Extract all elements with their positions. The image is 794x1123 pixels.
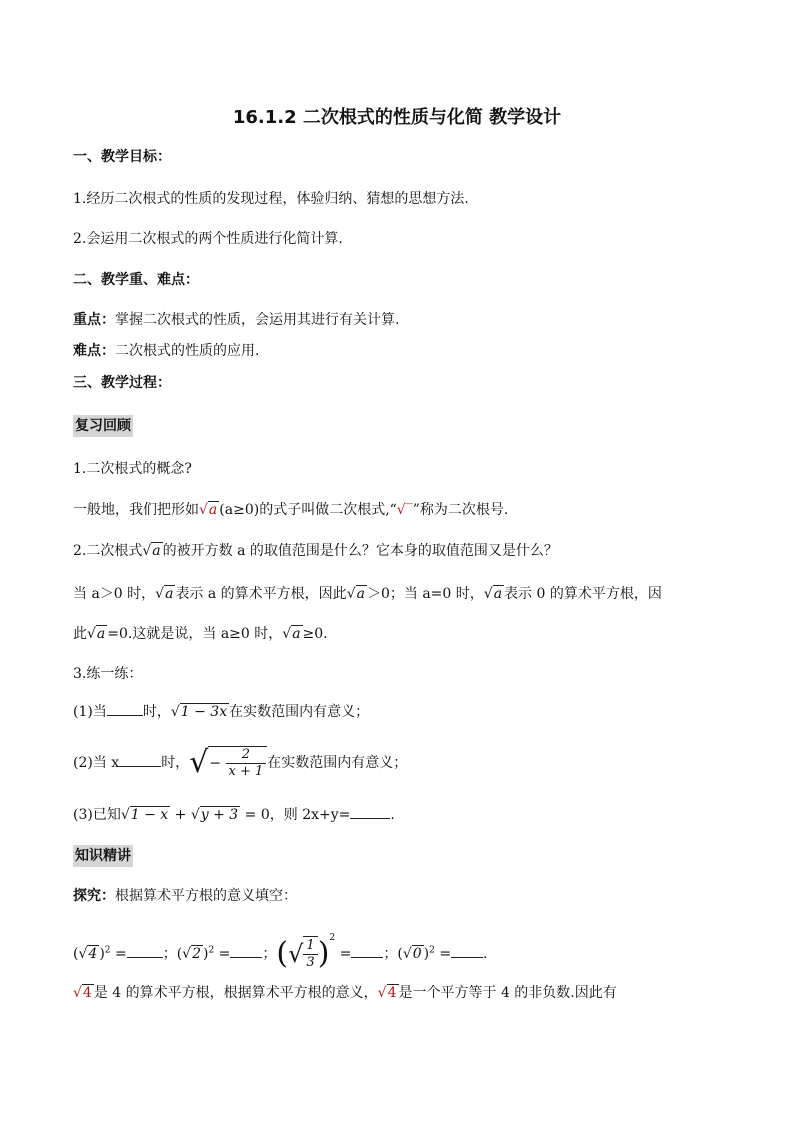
radicand: 4 bbox=[88, 946, 98, 962]
exponent: 2 bbox=[329, 933, 336, 943]
radical-sign-icon: √ bbox=[402, 946, 412, 962]
exercise-text: (1)当 bbox=[73, 704, 107, 720]
answer-blank[interactable] bbox=[351, 957, 383, 958]
answer-text: ≥0. bbox=[302, 626, 328, 642]
radicand-a: a bbox=[356, 586, 365, 602]
radicand-a: a bbox=[292, 626, 301, 642]
question-2 bbox=[73, 541, 558, 561]
radicand-a: a bbox=[152, 543, 161, 559]
radical-symbol-icon: √‾ bbox=[396, 502, 413, 518]
answer-text: 此 bbox=[73, 626, 87, 642]
final-line bbox=[73, 983, 617, 1003]
answer-text: 表示 a 的算术平方根，因此 bbox=[175, 586, 347, 602]
separator: ； bbox=[383, 946, 398, 962]
question-2-text-a: 2.二次根式 bbox=[73, 543, 143, 559]
separator: ； bbox=[262, 946, 277, 962]
radical-sign-icon: √ bbox=[182, 946, 192, 962]
definition-line bbox=[73, 500, 508, 520]
explore-text: 根据算术平方根的意义填空： bbox=[115, 888, 297, 904]
objective-2: 2.会运用二次根式的两个性质进行化简计算. bbox=[73, 231, 343, 247]
document-title: 16.1.2 二次根式的性质与化简 教学设计 bbox=[232, 107, 562, 128]
knowledge-label: 知识精讲 bbox=[73, 845, 133, 867]
question-2-text-b: 的被开方数 a 的取值范围是什么？它本身的取值范围又是什么？ bbox=[162, 543, 558, 559]
period: . bbox=[483, 946, 488, 962]
denominator: x + 1 bbox=[228, 764, 264, 779]
practice-heading: 3.练一练： bbox=[73, 666, 143, 682]
difficult-text: 二次根式的性质的应用. bbox=[115, 343, 260, 359]
key-label: 重点： bbox=[73, 312, 115, 328]
exponent: 2 bbox=[429, 945, 435, 956]
radical-sign-icon: √ bbox=[190, 807, 200, 823]
final-text-b: 是一个平方等于 4 的非负数.因此有 bbox=[398, 985, 617, 1001]
answer-blank[interactable] bbox=[230, 957, 262, 958]
radical-sign-icon: √ bbox=[199, 502, 208, 518]
section-objectives: 一、教学目标： bbox=[73, 149, 171, 165]
separator: ； bbox=[162, 946, 177, 962]
radical-sign-icon: √ bbox=[189, 745, 209, 780]
radicand-a: a bbox=[208, 502, 218, 518]
radical-sign-icon: √ bbox=[87, 626, 96, 642]
answer-line-2 bbox=[73, 624, 328, 644]
answer-text: 表示 0 的算术平方根，因 bbox=[504, 586, 662, 602]
exercise-2 bbox=[73, 746, 407, 780]
radicand: 4 bbox=[82, 985, 92, 1001]
equals: = bbox=[339, 946, 352, 962]
section-key-points: 二、教学重、难点： bbox=[73, 272, 199, 288]
definition-text-b: (a≥0)的式子叫做二次根式,“ bbox=[219, 502, 397, 518]
fraction bbox=[303, 938, 317, 971]
radical-sign-icon: √ bbox=[346, 586, 356, 602]
radical-sign-icon: √ bbox=[170, 704, 180, 720]
definition-text-c: ”称为二次根号. bbox=[412, 502, 509, 518]
fill-in-line: (√4 )$^2$ = ；(√2 )$^2$ = ；(√ $\frac{1}{3}$ )$^2$ = ；(√0 )$^2$ = . bbox=[73, 933, 488, 971]
answer-blank[interactable] bbox=[451, 957, 483, 958]
radicand: 4 bbox=[387, 985, 397, 1001]
definition-text-a: 一般地，我们把形如 bbox=[73, 502, 199, 518]
exercise-text: ，则 2x+y= bbox=[269, 807, 351, 823]
exponent: 2 bbox=[208, 945, 215, 956]
review-tag bbox=[73, 415, 133, 437]
fraction bbox=[226, 747, 267, 780]
radical-sign-icon: √ bbox=[73, 985, 82, 1001]
knowledge-tag bbox=[73, 845, 133, 867]
exercise-3 bbox=[73, 805, 395, 825]
difficult-point bbox=[73, 341, 259, 361]
explore-label: 探究： bbox=[73, 888, 115, 904]
exercise-text: 在实数范围内有意义； bbox=[267, 755, 408, 771]
radical-sign-icon: √ bbox=[288, 940, 304, 968]
equals: = bbox=[218, 946, 231, 962]
denominator: 3 bbox=[306, 955, 315, 970]
exercise-text: 时， bbox=[161, 755, 190, 771]
radicand-a: a bbox=[493, 586, 503, 602]
key-text: 掌握二次根式的性质，会运用其进行有关计算. bbox=[115, 312, 400, 328]
exercise-text: . bbox=[390, 807, 395, 823]
plus-sign: + bbox=[174, 807, 187, 823]
key-point bbox=[73, 310, 399, 330]
numerator: 1 bbox=[303, 938, 317, 955]
answer-text: =0.这就是说，当 a≥0 时， bbox=[107, 626, 283, 642]
radical-sign-icon: √ bbox=[483, 586, 493, 602]
answer-text: 当 a＞0 时， bbox=[73, 586, 156, 602]
answer-text: ＞0；当 a=0 时， bbox=[366, 586, 484, 602]
paren-left: ( bbox=[276, 936, 289, 971]
answer-blank[interactable] bbox=[127, 957, 163, 958]
equals: = bbox=[114, 946, 127, 962]
radicand-a: a bbox=[96, 626, 106, 642]
exponent: 2 bbox=[104, 945, 111, 956]
radicand-expression: 1 − x bbox=[130, 807, 169, 823]
exercise-1 bbox=[73, 702, 369, 722]
question-1: 1.二次根式的概念? bbox=[73, 461, 192, 477]
final-text-a: 是 4 的算术平方根，根据算术平方根的意义， bbox=[93, 985, 378, 1001]
radical-sign-icon: √ bbox=[120, 807, 130, 823]
radicand-a: a bbox=[165, 586, 174, 602]
exercise-text: 在实数范围内有意义； bbox=[229, 704, 370, 720]
answer-blank[interactable] bbox=[107, 715, 143, 716]
answer-blank[interactable] bbox=[119, 766, 161, 767]
radical-sign-icon: √ bbox=[155, 586, 165, 602]
explore-line bbox=[73, 886, 297, 906]
radicand-fraction bbox=[303, 936, 317, 973]
exercise-text: (3)已知 bbox=[73, 807, 121, 823]
exercise-text: 时， bbox=[142, 704, 171, 720]
radical-sign-icon: √ bbox=[78, 946, 88, 962]
difficult-label: 难点： bbox=[73, 343, 115, 359]
radical-sign-icon: √ bbox=[377, 985, 387, 1001]
radical-sign-icon: √ bbox=[282, 626, 292, 642]
radicand: 0 bbox=[412, 946, 422, 962]
radical-sign-icon: √ bbox=[142, 543, 152, 559]
answer-line-1 bbox=[73, 584, 662, 604]
equals: = bbox=[439, 946, 452, 962]
paren-right: ) bbox=[317, 936, 330, 971]
radicand-expression: 1 − 3x bbox=[180, 704, 228, 720]
numerator: 2 bbox=[226, 747, 267, 764]
radicand-fraction: − $\frac{2}{x + 1}$ bbox=[208, 746, 267, 780]
radicand: 2 bbox=[192, 946, 202, 962]
answer-blank[interactable] bbox=[350, 818, 390, 819]
objective-1: 1.经历二次根式的性质的发现过程，体验归纳、猜想的思想方法. bbox=[73, 191, 469, 207]
equals-zero: = 0 bbox=[244, 807, 270, 823]
radicand-expression: y + 3 bbox=[200, 807, 239, 823]
exercise-text: (2)当 x bbox=[73, 755, 120, 771]
review-label: 复习回顾 bbox=[73, 415, 133, 437]
section-process: 三、教学过程： bbox=[73, 375, 171, 391]
